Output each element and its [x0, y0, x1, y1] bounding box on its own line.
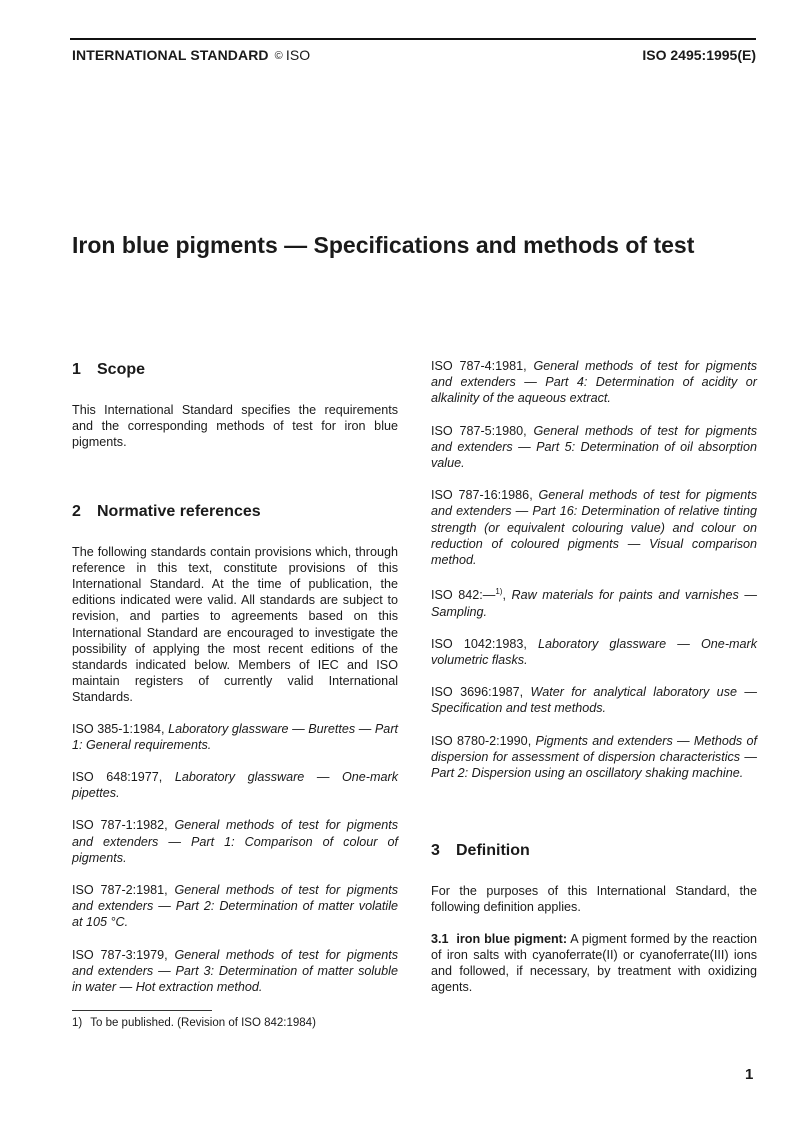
reference-item: ISO 842:—$^{1)}$, Raw materials for paints and varnishes — Sampling. — [431, 587, 757, 619]
reference-item: ISO 787-16:1986, General methods of test for pigments and extenders — Part 16: Determination of relative tinting strength (or equivalent colouring value) and colour on reduction of coloured pigments — Visual comparison method. — [431, 488, 758, 568]
standard-label: INTERNATIONAL STANDARD — [72, 47, 269, 63]
copyright-symbol: © — [274, 50, 283, 62]
left-column — [72, 360, 398, 1011]
reference-item: ISO 8780-2:1990, Pigments and extenders — Methods of dispersion for assessment of dispersion characteristics — Part 2: Dispersion using an oscillatory shaking machine. — [431, 733, 757, 781]
right-column — [431, 358, 757, 1010]
reference-item: ISO 787-5:1980, General methods of test for pigments and extenders — Part 5: Determination of oil absorption value. — [431, 423, 758, 471]
reference-item: ISO 787-3:1979, General methods of test for pigments and extenders — Part 3: Determination of matter soluble in water — Hot extraction method. — [72, 947, 399, 995]
reference-item: ISO 3696:1987, Water for analytical laboratory use — Specification and test methods. — [431, 685, 757, 716]
page-title: Iron blue pigments — Specifications and methods of test — [72, 232, 695, 258]
reference-item: ISO 787-1:1982, General methods of test for pigments and extenders — Part 1: Comparison of colour of pigments. — [72, 818, 399, 865]
footnote-rule — [72, 1010, 212, 1011]
header-rule — [70, 38, 756, 40]
reference-item: ISO 648:1977, Laboratory glassware — One-mark pipettes. — [72, 770, 398, 801]
footnote-ref: 1) — [495, 587, 503, 597]
reference-item: ISO 1042:1983, Laboratory glassware — One-mark volumetric flasks. — [431, 636, 757, 668]
reference-item: ISO 385-1:1984, Laboratory glassware — Burettes — Part 1: General requirements. — [72, 721, 399, 752]
header-standard-label — [72, 47, 310, 63]
footnote: 1) To be published. (Revision of ISO 842:1984) — [72, 1017, 316, 1029]
reference-item: ISO 787-4:1981, General methods of test for pigments and extenders — Part 4: Determination of acidity or alkalinity of the aqueous extract. — [431, 359, 758, 406]
scope-text: This International Standard specifies the requirements and the corresponding methods of test for iron blue pigments. — [72, 403, 398, 450]
definition-term: 3.1 iron blue pigment: A pigment formed by the reaction of iron salts with cyanoferrate(II) or cyanoferrate(III) ions and followed, if necessary, by treatment with oxidizing agents. — [431, 931, 757, 995]
normative-intro: The following standards contain provisions which, through reference in this text, constitute provisions of this International Standard. At the time of publication, the editions indicated were valid. All standards are subject to revision, and parties to agreements based on this International Standard are encouraged to investigate the possibility of applying the most recent editions of the standards indicated below. Members of IEC and ISO maintain registers of currently valid International Standards. — [72, 544, 398, 705]
definition-intro: For the purposes of this International Standard, the following definition applies. — [431, 884, 757, 915]
section-heading-scope: 1 Scope — [72, 361, 146, 378]
org-name: ISO — [285, 47, 311, 63]
document-id: ISO 2495:1995(E) — [642, 47, 756, 63]
section-heading-normative: 2 Normative references — [72, 502, 261, 520]
reference-item: ISO 787-2:1981, General methods of test for pigments and extenders — Part 2: Determination of matter volatile at 105 °C. — [72, 883, 399, 930]
page-number: 1 — [745, 1066, 754, 1083]
section-heading-definition: 3 Definition — [431, 842, 530, 860]
